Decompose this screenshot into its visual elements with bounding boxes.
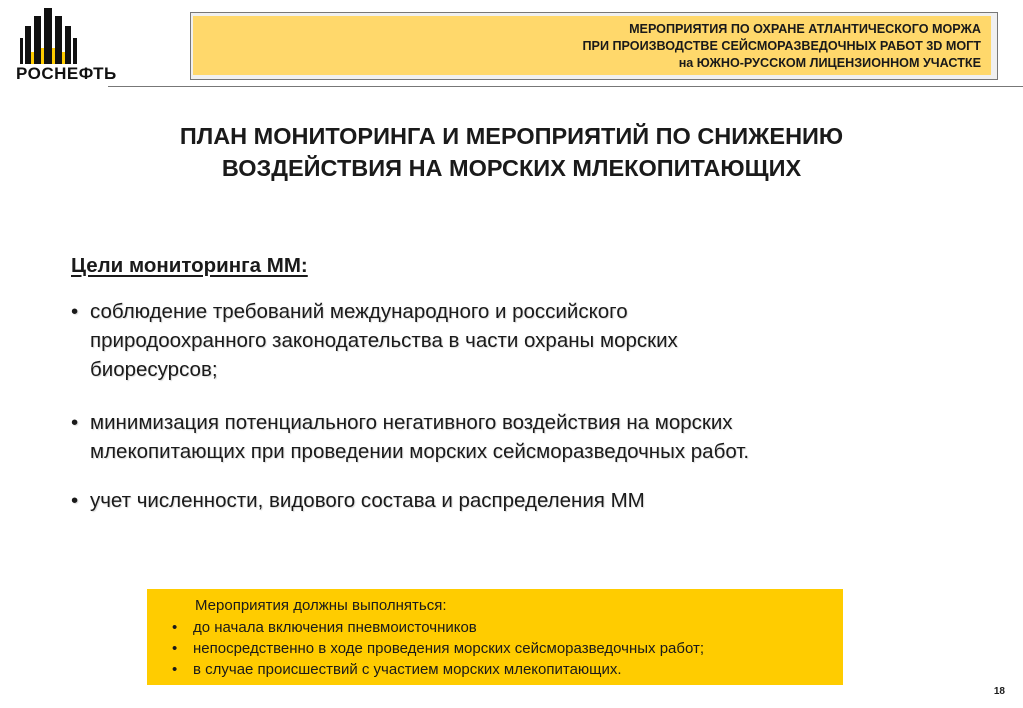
- slide-title-line-2: ВОЗДЕЙСТВИЯ НА МОРСКИХ МЛЕКОПИТАЮЩИХ: [221, 155, 802, 181]
- brand-name: РОСНЕФТЬ: [16, 64, 117, 83]
- goal-item-2-line-2: млекопитающих при проведении морских сейсморазведочных работ.: [90, 440, 750, 463]
- header-line-2: ПРИ ПРОИЗВОДСТВЕ СЕЙСМОРАЗВЕДОЧНЫХ РАБОТ 3D МОГТ: [582, 39, 981, 53]
- header-banner-fill: [193, 16, 991, 75]
- slide-title: [20, 120, 1003, 184]
- measures-item-2-text: непосредственно в ходе проведения морских сейсморазведочных работ;: [193, 640, 705, 657]
- header-line-1: МЕРОПРИЯТИЯ ПО ОХРАНЕ АТЛАНТИЧЕСКОГО МОРЖА: [629, 22, 981, 36]
- rosneft-emblem-icon: [20, 8, 80, 64]
- goal-item-2: [71, 408, 971, 466]
- goal-item-1-line-3: биоресурсов;: [90, 358, 218, 381]
- bullet: •: [172, 619, 178, 636]
- goal-item-1: [71, 297, 971, 384]
- measures-item-1: [172, 619, 477, 636]
- goal-item-2-line-1: минимизация потенциального негативного воздействия на морских: [90, 411, 733, 434]
- measures-heading: Мероприятия должны выполняться:: [195, 597, 447, 614]
- measures-item-2: [172, 640, 704, 657]
- bullet: •: [172, 661, 178, 678]
- header-line-3: на ЮЖНО-РУССКОМ ЛИЦЕНЗИОННОМ УЧАСТКЕ: [678, 56, 981, 70]
- goal-item-3: [71, 486, 971, 515]
- page-number: 18: [993, 686, 1005, 697]
- header-banner: [190, 12, 998, 80]
- measures-note-box: [147, 589, 843, 685]
- bullet: •: [71, 489, 79, 512]
- goal-item-1-line-2: природоохранного законодательства в части охраны морских: [90, 329, 678, 352]
- header-divider: [108, 86, 1023, 87]
- rosneft-logo: [12, 8, 187, 88]
- slide-title-line-1: ПЛАН МОНИТОРИНГА И МЕРОПРИЯТИЙ ПО СНИЖЕНИЮ: [179, 123, 844, 149]
- goal-item-3-line-1: учет численности, видового состава и распределения ММ: [90, 489, 645, 512]
- measures-item-3-text: в случае происшествий с участием морских млекопитающих.: [193, 661, 622, 678]
- measures-item-1-text: до начала включения пневмоисточников: [193, 619, 477, 636]
- goals-heading: Цели мониторинга ММ:: [71, 254, 308, 277]
- goal-item-1-line-1: соблюдение требований международного и российского: [90, 300, 628, 323]
- bullet: •: [172, 640, 178, 657]
- measures-item-3: [172, 661, 622, 678]
- bullet: •: [71, 300, 79, 323]
- bullet: •: [71, 411, 79, 434]
